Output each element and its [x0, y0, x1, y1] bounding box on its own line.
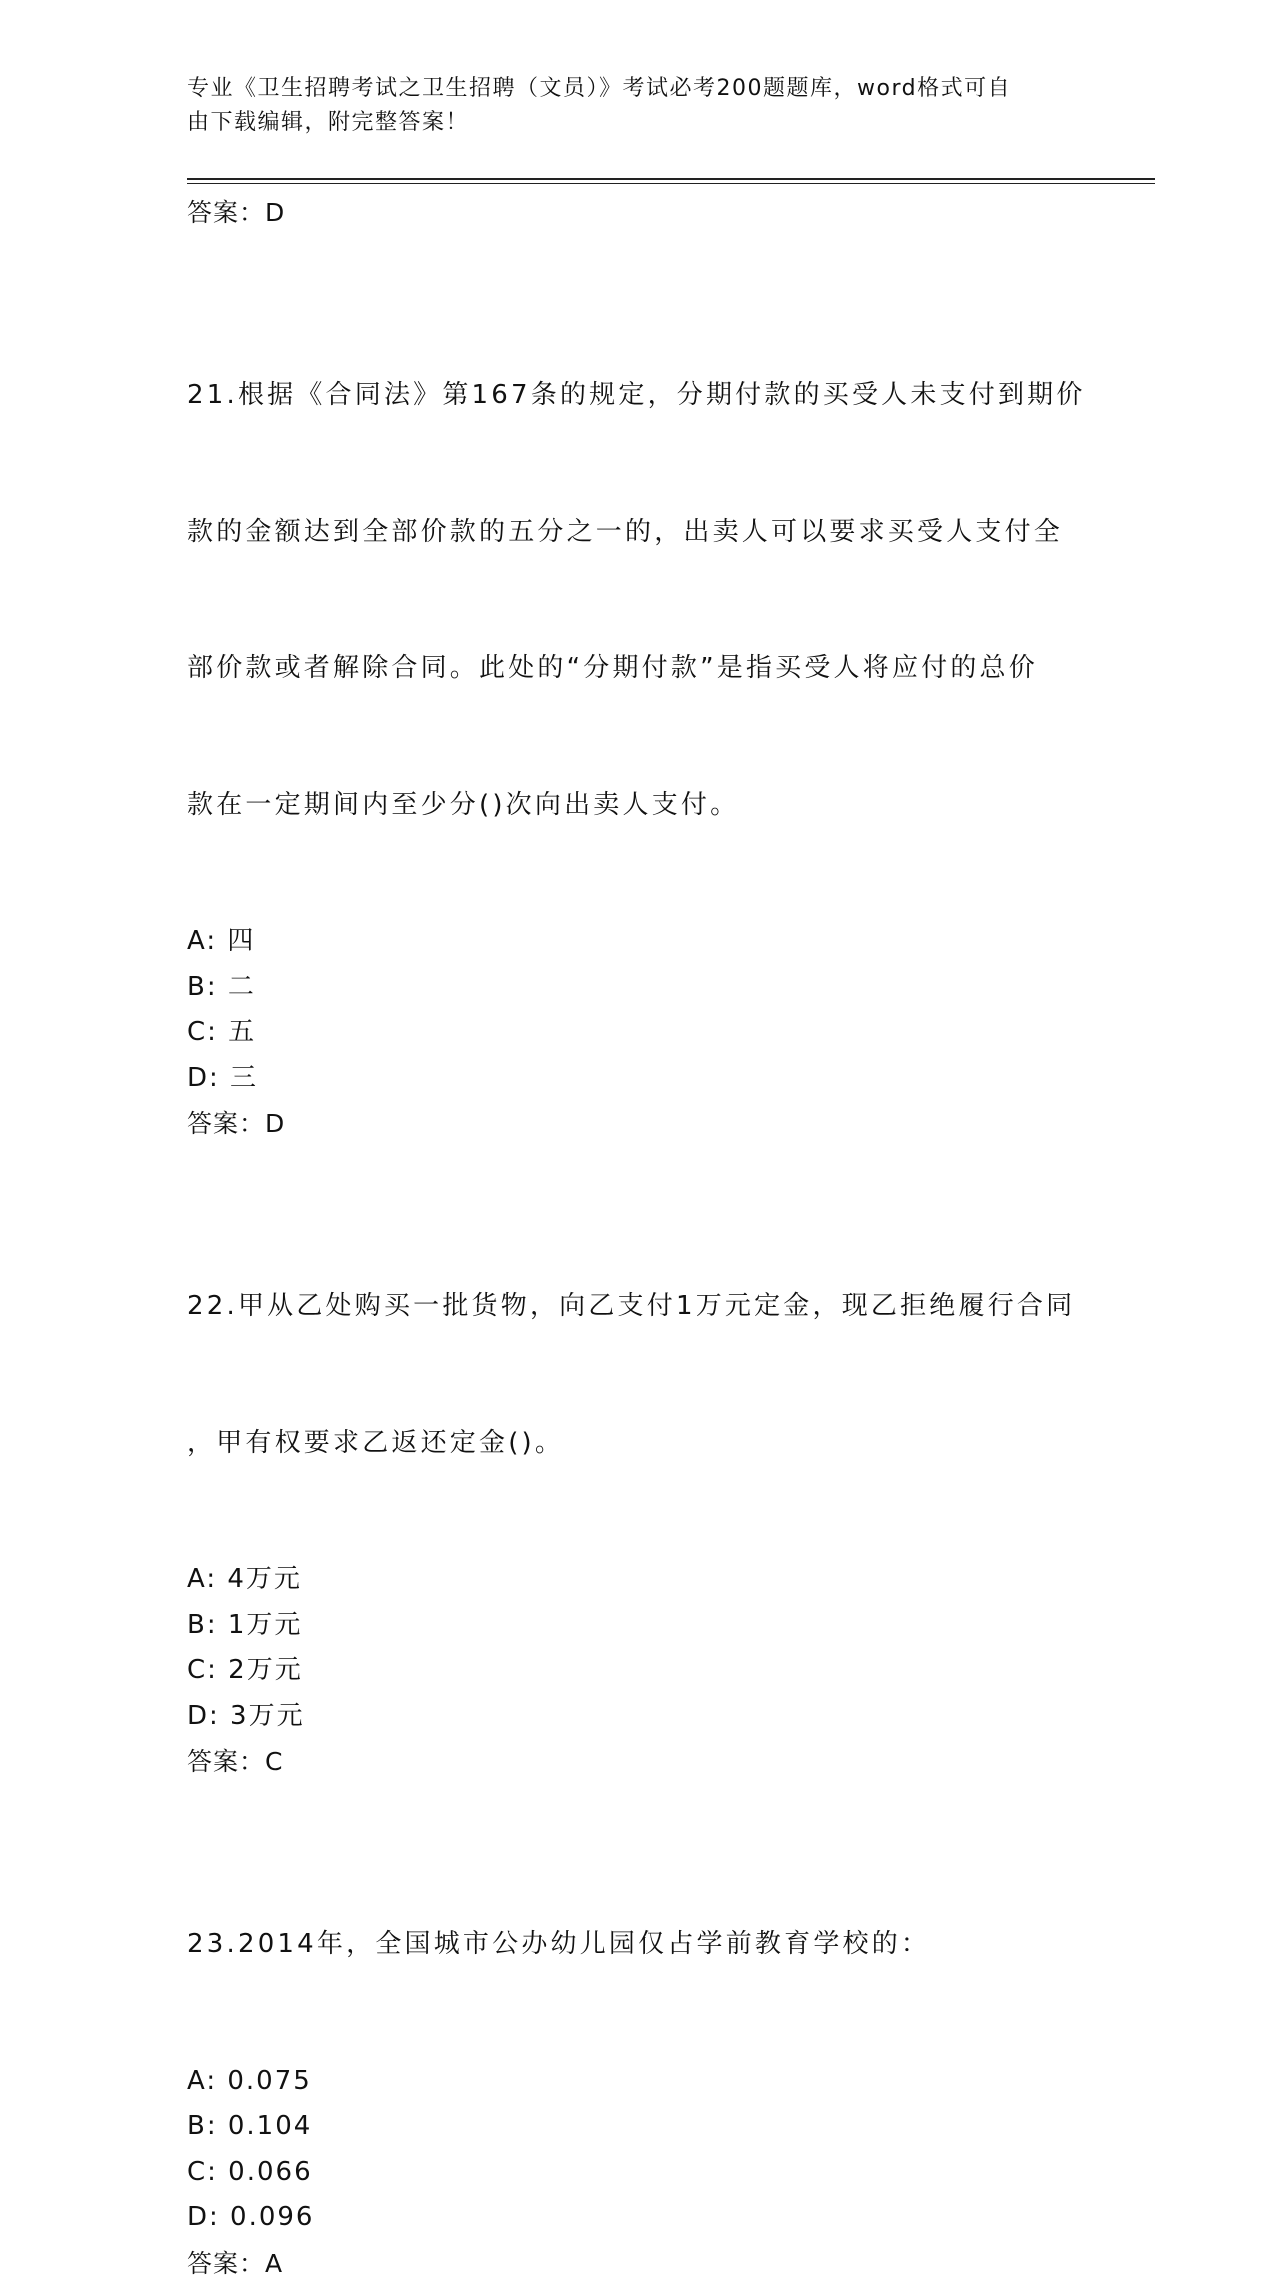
option-b: B: 0.104 — [187, 2111, 313, 2141]
header-line-2: 由下载编辑，附完整答案！ — [187, 110, 470, 135]
option-c: C: 2万元 — [187, 1655, 303, 1685]
option-c: C: 0.066 — [187, 2156, 313, 2187]
header-line-1: 专业《卫生招聘考试之卫生招聘（文员）》考试必考200题题库，word格式可自 — [187, 76, 1012, 101]
page-header — [187, 72, 1067, 140]
stem-line: 21.根据《合同法》第167条的规定，分期付款的买受人未支付到期价 — [187, 380, 1086, 410]
option-b: B: 1万元 — [187, 1609, 303, 1640]
option-a: A: 0.075 — [187, 2065, 312, 2096]
option-c: C: 五 — [187, 1017, 257, 1047]
question-21 — [187, 282, 1087, 1147]
header-divider — [187, 178, 1155, 184]
spacer — [187, 236, 1087, 282]
stem-line: 23.2014年，全国城市公办幼儿园仅占学前教育学校的： — [187, 1929, 931, 1959]
question-23 — [187, 1831, 1087, 2287]
question-21-stem — [187, 282, 1087, 919]
question-22 — [187, 1193, 1087, 1785]
spacer — [187, 1147, 1087, 1193]
answer-previous: 答案：D — [187, 198, 286, 227]
stem-line: 款的金额达到全部价款的五分之一的，出卖人可以要求买受人支付全 — [187, 516, 1064, 547]
option-a: A: 四 — [187, 926, 256, 956]
option-d: D: 0.096 — [187, 2202, 315, 2232]
stem-line: ，甲有权要求乙返还定金()。 — [187, 1427, 565, 1458]
answer-21: 答案：D — [187, 1109, 286, 1138]
stem-line: 部价款或者解除合同。此处的“分期付款”是指买受人将应付的总价 — [187, 653, 1038, 683]
option-d: D: 三 — [187, 1062, 259, 1093]
answer-23: 答案：A — [187, 2248, 284, 2278]
option-b: B: 二 — [187, 971, 256, 1002]
spacer — [187, 1785, 1087, 1831]
stem-line: 22.甲从乙处购买一批货物，向乙支付1万元定金，现乙拒绝履行合同 — [187, 1291, 1076, 1321]
option-a: A: 4万元 — [187, 1564, 302, 1594]
option-d: D: 3万元 — [187, 1700, 305, 1731]
question-22-stem — [187, 1193, 1087, 1557]
answer-22: 答案：C — [187, 1747, 284, 1776]
stem-line: 款在一定期间内至少分()次向出卖人支付。 — [187, 789, 740, 820]
question-list — [187, 190, 1087, 2287]
question-23-stem — [187, 1831, 1087, 2059]
